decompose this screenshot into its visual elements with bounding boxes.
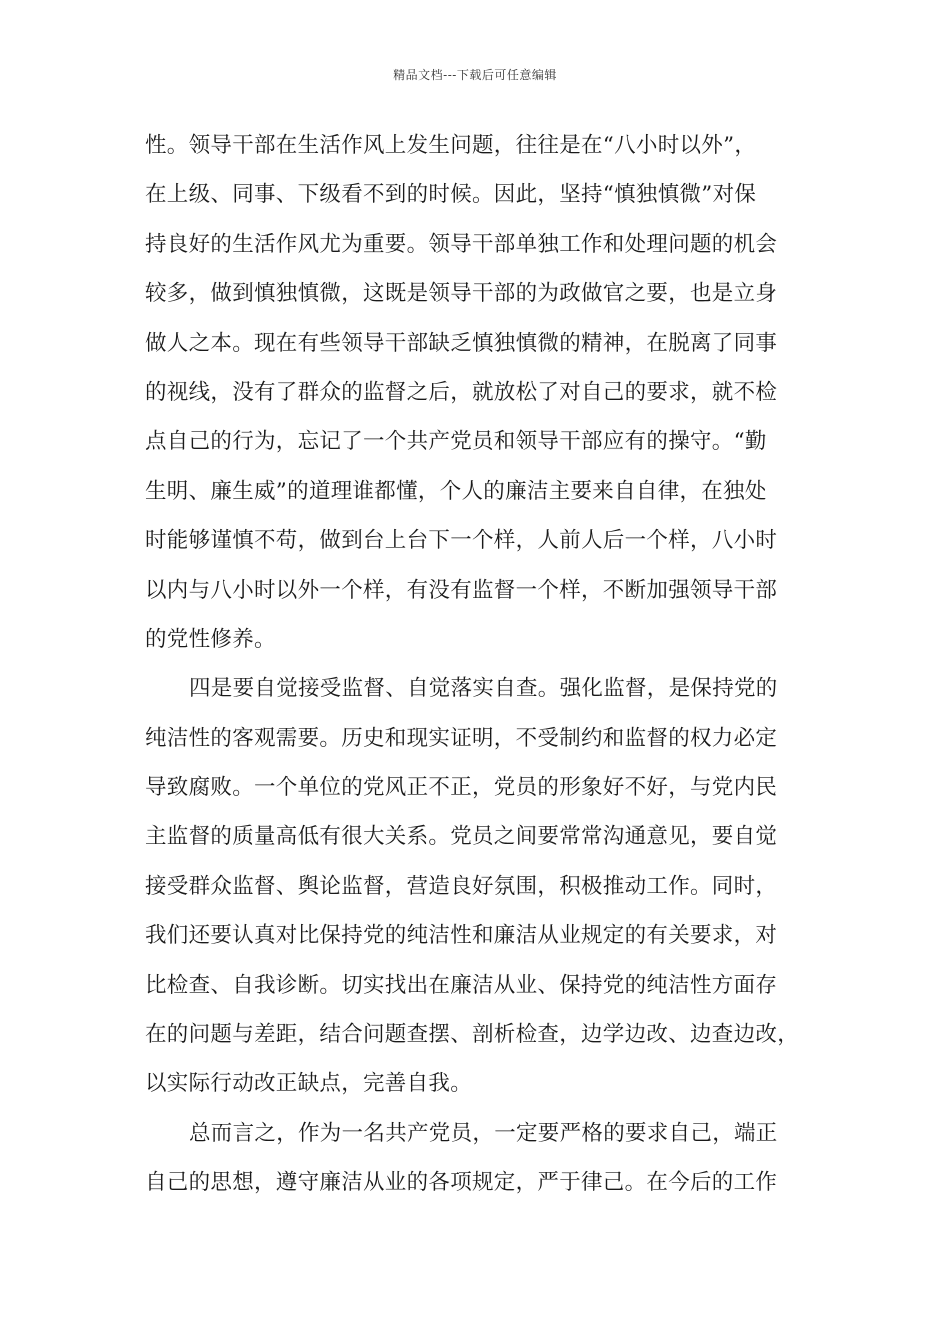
text-line: 我们还要认真对比保持党的纯洁性和廉洁从业规定的有关要求，对 bbox=[145, 923, 778, 949]
text-line: 的视线，没有了群众的监督之后，就放松了对自己的要求，就不检 bbox=[145, 379, 778, 405]
text-line: 的党性修养。 bbox=[145, 626, 276, 652]
text-line: 纯洁性的客观需要。历史和现实证明，不受制约和监督的权力必定 bbox=[145, 725, 778, 751]
text-line: 以实际行动改正缺点，完善自我。 bbox=[145, 1071, 473, 1097]
text-line: 较多，做到慎独慎微，这既是领导干部的为政做官之要，也是立身 bbox=[145, 281, 778, 307]
text-line: 在上级、同事、下级看不到的时候。因此，坚持“慎独慎微”对保 bbox=[145, 182, 757, 208]
text-line: 自己的思想，遵守廉洁从业的各项规定，严于律己。在今后的工作 bbox=[145, 1170, 778, 1196]
text-line: 持良好的生活作风尤为重要。领导干部单独工作和处理问题的机会 bbox=[145, 231, 778, 257]
text-line: 主监督的质量高低有很大关系。党员之间要常常沟通意见，要自觉 bbox=[145, 824, 778, 850]
document-body bbox=[145, 129, 835, 1216]
text-line: 在的问题与差距，结合问题查摆、剖析检查，边学边改、边查边改， bbox=[145, 1022, 800, 1048]
page-header: 精品文档---下载后可任意编辑 bbox=[393, 68, 557, 82]
paragraph-start-line: 四是要自觉接受监督、自觉落实自查。强化监督，是保持党的 bbox=[189, 676, 778, 702]
text-line: 生明、廉生威”的道理谁都懂，个人的廉洁主要来自自律，在独处 bbox=[145, 478, 767, 504]
text-line: 以内与八小时以外一个样，有没有监督一个样，不断加强领导干部 bbox=[145, 577, 778, 603]
text-line: 比检查、自我诊断。切实找出在廉洁从业、保持党的纯洁性方面存 bbox=[145, 972, 778, 998]
text-line: 接受群众监督、舆论监督，营造良好氛围，积极推动工作。同时， bbox=[145, 873, 778, 899]
text-line: 做人之本。现在有些领导干部缺乏慎独慎微的精神，在脱离了同事 bbox=[145, 330, 778, 356]
paragraph-start-line: 总而言之，作为一名共产党员，一定要严格的要求自己，端正 bbox=[189, 1120, 778, 1146]
text-line: 导致腐败。一个单位的党风正不正，党员的形象好不好，与党内民 bbox=[145, 775, 778, 801]
text-line: 点自己的行为，忘记了一个共产党员和领导干部应有的操守。“勤 bbox=[145, 429, 767, 455]
text-line: 时能够谨慎不苟，做到台上台下一个样，人前人后一个样，八小时 bbox=[145, 528, 778, 554]
text-line: 性。领导干部在生活作风上发生问题，往往是在“八小时以外”， bbox=[145, 133, 757, 158]
